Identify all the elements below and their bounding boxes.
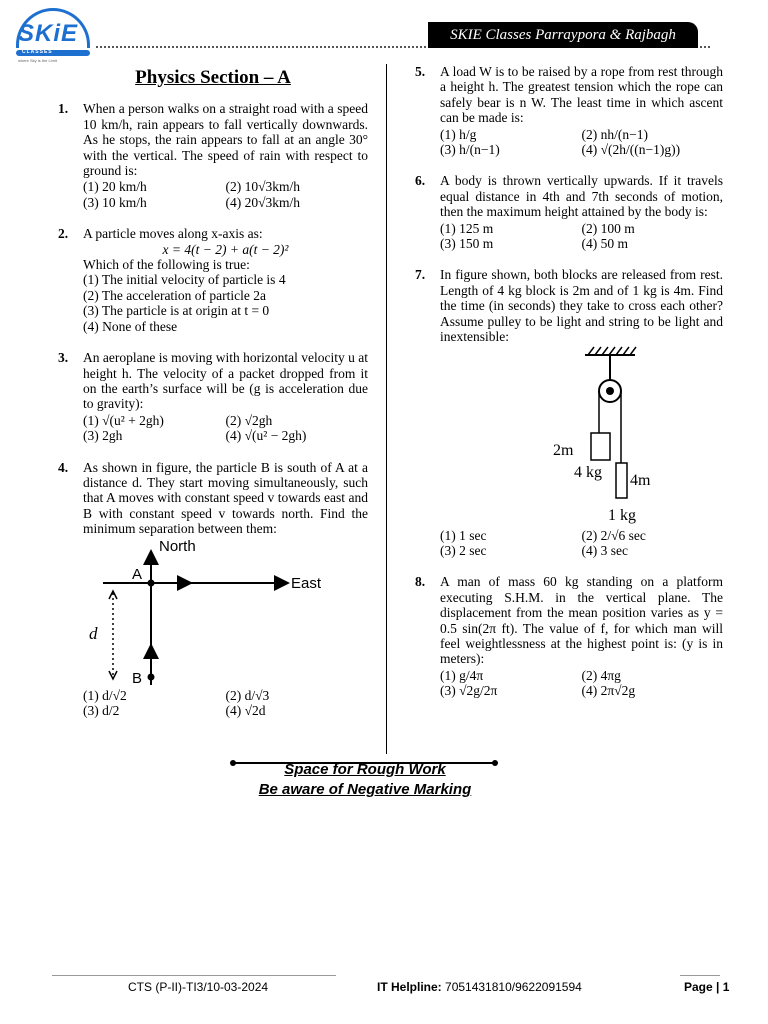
logo-text: SKiE xyxy=(18,20,79,47)
label-2m: 2m xyxy=(553,441,574,459)
question-text: As shown in figure, the particle B is south of A at a distance d. They start moving simultaneously, such that A moves with constant speed v towards east and B with constant speed v towards north. Find the minimum separation between them: xyxy=(83,459,368,537)
point-a xyxy=(148,579,155,586)
skie-logo xyxy=(12,6,96,64)
option[interactable]: (2) 10√3km/h xyxy=(225,179,301,195)
options xyxy=(440,668,723,699)
question-prompt: Which of the following is true: xyxy=(83,257,250,273)
it-helpline xyxy=(377,980,582,994)
helpline-numbers: 7051431810/9622091594 xyxy=(445,980,582,994)
options xyxy=(83,688,368,719)
direction-diagram xyxy=(83,537,368,687)
options xyxy=(83,272,368,334)
options xyxy=(83,413,368,444)
option[interactable]: (4) √(u² − 2gh) xyxy=(225,428,307,444)
logo-subtext: CLASSES xyxy=(22,49,53,55)
label-b: B xyxy=(132,669,143,687)
option[interactable]: (1) g/4π xyxy=(440,667,484,683)
question-text: When a person walks on a straight road with a speed 10 km/h, rain appears to fall vertically downwards. As he stops, the rain appears to fall at an angle 30° with the vertical. The speed of rain with respect to ground is: xyxy=(83,101,368,179)
option[interactable]: (1) The initial velocity of particle is 4 xyxy=(83,272,286,288)
option[interactable]: (1) 1 sec xyxy=(440,527,487,543)
label-4m: 4m xyxy=(630,471,651,489)
option[interactable]: (4) 50 m xyxy=(581,236,628,252)
option[interactable]: (4) None of these xyxy=(83,318,178,334)
pulley-figure xyxy=(440,345,723,527)
question-4 xyxy=(58,460,368,719)
question-text: A load W is to be raised by a rope from rest through a height h. The greatest tension which the rope can safely bear is n W. The least time in which ascent can be made is: xyxy=(440,64,723,126)
negative-marking-note: Be aware of Negative Marking xyxy=(258,781,472,798)
right-column xyxy=(415,64,723,715)
question-8 xyxy=(415,574,723,698)
option[interactable]: (3) 150 m xyxy=(440,236,494,252)
question-2 xyxy=(58,226,368,334)
question-text: A man of mass 60 kg standing on a platform executing S.H.M. in the vertical plane. The displacement from the mean position varies as y = 0.5 sin(2π ft). The value of f, for which man will feel weightlessness at the highest point is: (y is in meters): xyxy=(440,574,723,667)
rough-work-block xyxy=(230,758,500,800)
block-4kg xyxy=(591,433,610,460)
question-5 xyxy=(415,64,723,157)
option[interactable]: (3) The particle is at origin at t = 0 xyxy=(83,303,270,319)
option[interactable]: (4) 3 sec xyxy=(581,542,628,558)
column-divider xyxy=(386,64,387,754)
question-1 xyxy=(58,101,368,210)
label-4kg: 4 kg xyxy=(574,463,602,481)
question-7 xyxy=(415,267,723,558)
page-number: Page | 1 xyxy=(684,980,730,994)
option[interactable]: (3) √2g/2π xyxy=(440,683,498,699)
question-number: 5. xyxy=(415,64,426,79)
header-badge: SKIE Classes Parraypora & Rajbagh xyxy=(428,22,698,48)
question-number: 4. xyxy=(58,459,69,475)
question-number: 1. xyxy=(58,101,69,117)
option[interactable]: (2) 2/√6 sec xyxy=(581,527,646,543)
question-text: A body is thrown vertically upwards. If it travels equal distance in 4th and 7th seconds of motion, then the maximum height attained by the body is: xyxy=(440,173,723,220)
option[interactable]: (4) √(2h/((n−1)g)) xyxy=(581,142,681,158)
option[interactable]: (4) 20√3km/h xyxy=(225,194,301,210)
paper-code: CTS (P-II)-TI3/10-03-2024 xyxy=(128,980,269,994)
options xyxy=(440,127,723,158)
option[interactable]: (1) d/√2 xyxy=(83,687,127,703)
option[interactable]: (3) h/(n−1) xyxy=(440,142,500,158)
option[interactable]: (2) 4πg xyxy=(581,667,621,683)
east-label: East xyxy=(291,574,322,592)
option[interactable]: (2) 100 m xyxy=(581,220,635,236)
option[interactable]: (3) 2gh xyxy=(83,428,123,444)
options xyxy=(83,179,368,210)
point-b xyxy=(148,673,155,680)
label-1kg: 1 kg xyxy=(608,506,636,524)
north-label: North xyxy=(159,537,196,555)
label-a: A xyxy=(132,565,143,583)
question-number: 3. xyxy=(58,350,69,366)
option[interactable]: (2) √2gh xyxy=(225,412,273,428)
footer-rule-left xyxy=(52,975,336,976)
question-number: 8. xyxy=(415,574,426,590)
option[interactable]: (3) d/2 xyxy=(83,702,120,718)
option[interactable]: (2) d/√3 xyxy=(225,687,270,703)
question-number: 6. xyxy=(415,173,426,189)
left-column xyxy=(58,64,368,734)
equation: x = 4(t − 2) + a(t − 2)² xyxy=(162,241,289,257)
question-text: A particle moves along x-axis as: xyxy=(83,226,263,242)
option[interactable]: (4) √2d xyxy=(225,702,266,718)
direction-figure xyxy=(83,537,368,687)
footer-rule-right xyxy=(680,975,720,976)
option[interactable]: (1) 125 m xyxy=(440,220,494,236)
logo-tagline: where Sky is the Limit xyxy=(18,58,57,63)
question-text: An aeroplane is moving with horizontal velocity u at height h. The velocity of a packet dropped from it on the earth’s surface will be (g is acceleration due to gravity): xyxy=(83,350,368,412)
option[interactable]: (2) nh/(n−1) xyxy=(581,126,648,142)
question-6 xyxy=(415,173,723,251)
option[interactable]: (2) The acceleration of particle 2a xyxy=(83,287,267,303)
option[interactable]: (3) 2 sec xyxy=(440,542,487,558)
label-d: d xyxy=(89,623,98,643)
option[interactable]: (4) 2π√2g xyxy=(581,683,636,699)
block-1kg xyxy=(616,463,627,498)
helpline-label: IT Helpline: xyxy=(377,980,442,994)
option[interactable]: (1) h/g xyxy=(440,126,477,142)
question-number: 2. xyxy=(58,226,69,242)
options xyxy=(440,221,723,252)
rough-work-title: Space for Rough Work xyxy=(284,761,446,778)
options xyxy=(440,528,723,559)
question-3 xyxy=(58,350,368,443)
option[interactable]: (1) 20 km/h xyxy=(83,179,147,195)
section-title: Physics Section – A xyxy=(135,67,291,88)
option[interactable]: (1) √(u² + 2gh) xyxy=(83,412,164,428)
option[interactable]: (3) 10 km/h xyxy=(83,194,147,210)
pulley-diagram xyxy=(440,345,725,527)
question-text: In figure shown, both blocks are released from rest. Length of 4 kg block is 2m and of 1 kg is 4m. Find the time (in seconds) they take to cross each other? Assume pulley to be light and string to be light and inextensible: xyxy=(440,267,723,345)
question-number: 7. xyxy=(415,267,426,283)
